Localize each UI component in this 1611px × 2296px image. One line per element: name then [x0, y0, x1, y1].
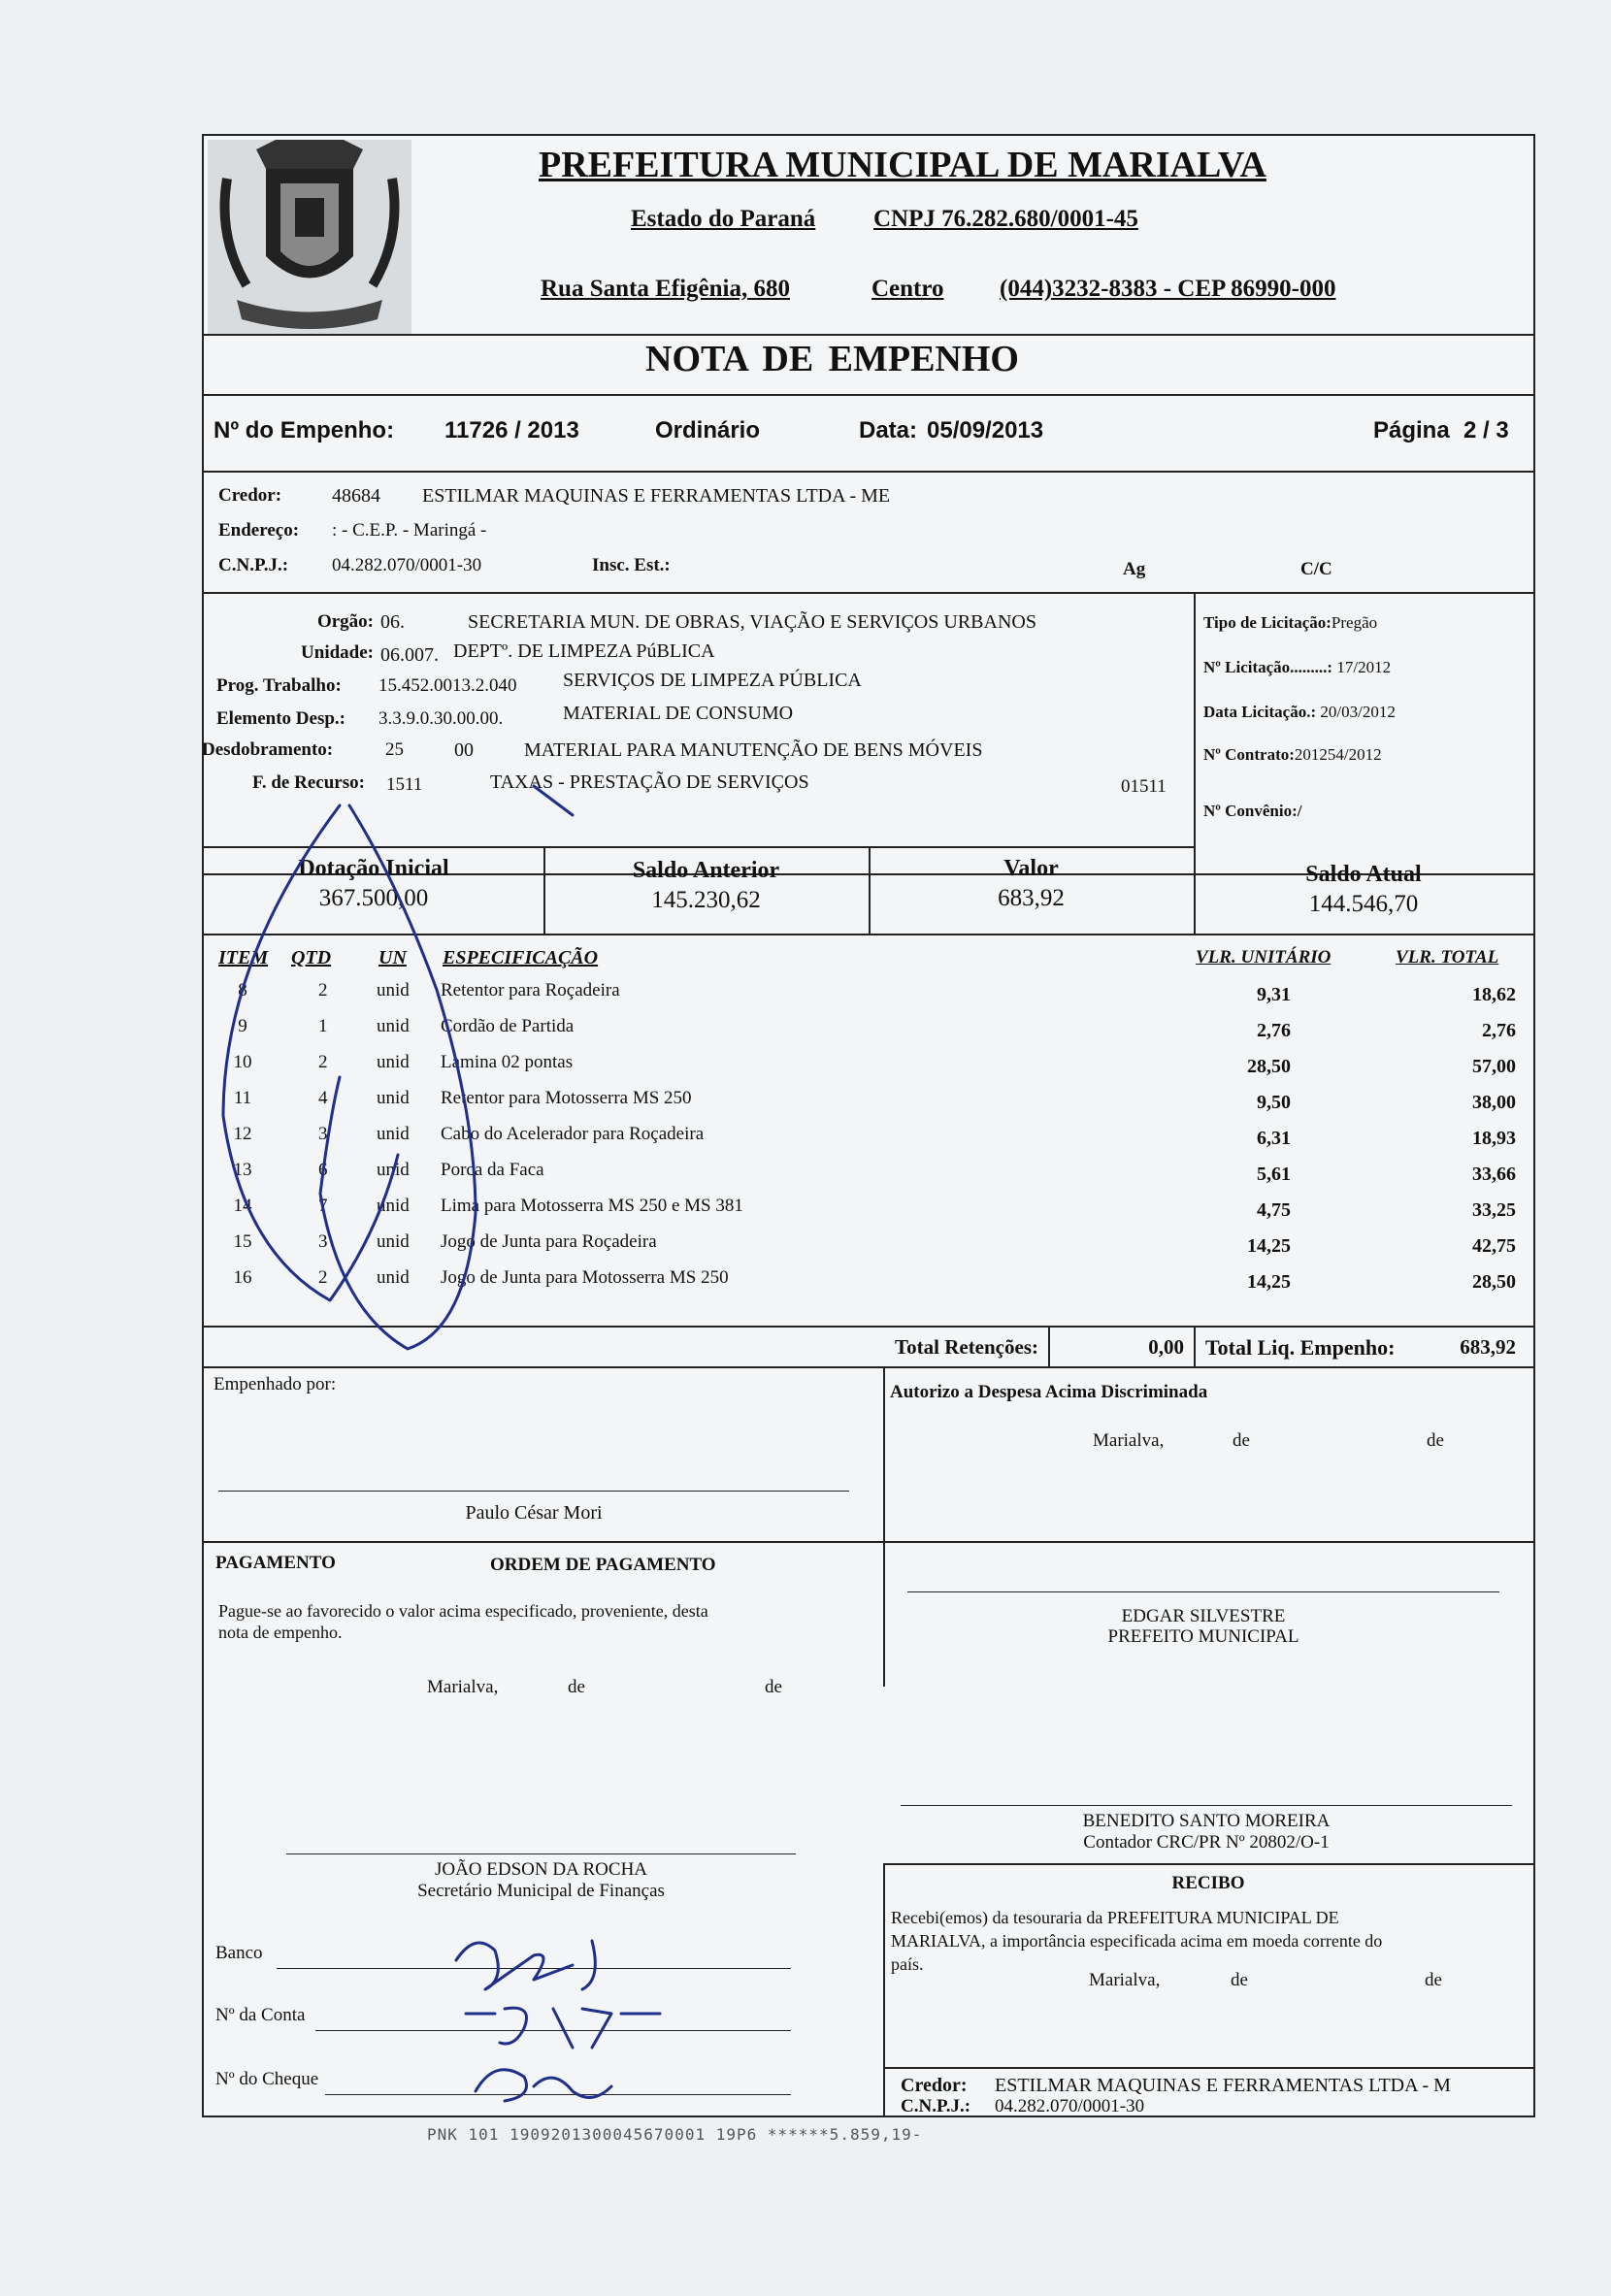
convenio-label: Nº Convênio:/	[1203, 802, 1302, 820]
empenho-number: 11726 / 2013	[444, 417, 579, 443]
credor-address: : - C.E.P. - Maringá -	[332, 520, 487, 541]
item-number: 12	[233, 1124, 252, 1144]
cnpj-label: C.N.P.J.:	[218, 555, 289, 575]
item-unit-price: 9,31	[1257, 984, 1291, 1005]
col-un: UN	[378, 947, 407, 968]
item-desc: Jogo de Junta para Motosserra MS 250	[441, 1267, 729, 1288]
contador-name: BENEDITO SANTO MOREIRA	[1082, 1811, 1331, 1831]
item-unit-price: 2,76	[1257, 1020, 1291, 1041]
credor-cnpj: 04.282.070/0001-30	[332, 555, 482, 575]
prefeito-name: EDGAR SILVESTRE	[1121, 1606, 1286, 1626]
empenhado-label: Empenhado por:	[214, 1374, 337, 1394]
contrato-label: Nº Contrato:201254/2012	[1203, 745, 1382, 764]
item-unit-price: 5,61	[1257, 1164, 1291, 1185]
recibo-text-1: Recebi(emos) da tesouraria da PREFEITURA MUNICIPAL DE	[891, 1908, 1339, 1927]
unidade-code: 06.007.	[380, 644, 439, 666]
item-un: unid	[377, 1088, 410, 1108]
item-number: 8	[238, 980, 247, 1000]
item-unit-price: 4,75	[1257, 1199, 1291, 1221]
prog-desc: SERVIÇOS DE LIMPEZA PÚBLICA	[563, 670, 862, 691]
elemento-desc: MATERIAL DE CONSUMO	[563, 703, 794, 724]
pagamento-de1: de	[568, 1677, 585, 1697]
item-desc: Cabo do Acelerador para Roçadeira	[441, 1124, 705, 1144]
insc-label: Insc. Est.:	[592, 555, 671, 575]
recibo-text-2: MARIALVA, a importância especificada acima em moeda corrente do	[891, 1931, 1383, 1951]
recurso-code2: 01511	[1121, 776, 1167, 797]
conta-label: Nº da Conta	[215, 2005, 306, 2025]
prog-code: 15.452.0013.2.040	[378, 675, 517, 696]
item-un: unid	[377, 1196, 410, 1216]
bank-stamp: PNK 101 1909201300045670001 19P6 ******5.859,19-	[427, 2125, 923, 2144]
credor-name: ESTILMAR MAQUINAS E FERRAMENTAS LTDA - ME	[422, 485, 891, 507]
prefeito-role: PREFEITO MUNICIPAL	[1107, 1626, 1299, 1647]
credor-code: 48684	[332, 485, 380, 507]
autorizo-de2: de	[1427, 1430, 1444, 1451]
item-desc: Lamina 02 pontas	[441, 1052, 574, 1072]
item-qtd: 2	[318, 980, 328, 1000]
item-qtd: 3	[318, 1124, 328, 1144]
item-qtd: 6	[318, 1160, 328, 1180]
elemento-label: Elemento Desp.:	[216, 708, 345, 729]
item-qtd: 2	[318, 1267, 328, 1288]
unidade-desc: DEPTº. DE LIMPEZA PúBLICA	[453, 640, 715, 662]
cc-label: C/C	[1300, 559, 1332, 579]
empenho-date-label: Data:	[859, 417, 918, 443]
desdobramento-code2: 00	[454, 739, 474, 761]
item-unit-price: 14,25	[1247, 1271, 1291, 1293]
tipo-licitacao-label: Tipo de Licitação:Pregão	[1203, 613, 1378, 632]
item-desc: Retentor para Motosserra MS 250	[441, 1088, 692, 1108]
item-qtd: 1	[318, 1016, 328, 1036]
elemento-code: 3.3.9.0.30.00.00.	[378, 708, 504, 729]
address-street: Rua Santa Efigênia, 680	[541, 276, 790, 302]
item-un: unid	[377, 1124, 410, 1144]
item-total: 18,93	[1472, 1128, 1516, 1149]
item-total: 42,75	[1472, 1235, 1516, 1257]
item-number: 9	[238, 1016, 247, 1036]
prefeitura-title: PREFEITURA MUNICIPAL DE MARIALVA	[539, 145, 1266, 185]
recibo-title: RECIBO	[1171, 1873, 1245, 1893]
item-desc: Cordão de Partida	[441, 1016, 575, 1036]
item-un: unid	[377, 1231, 410, 1252]
pagamento-label: PAGAMENTO	[215, 1553, 336, 1573]
item-total: 38,00	[1472, 1092, 1516, 1113]
desdobramento-desc: MATERIAL PARA MANUTENÇÃO DE BENS MÓVEIS	[524, 739, 983, 761]
valor-label: Valor	[1003, 856, 1059, 881]
unidade-label: Unidade:	[301, 642, 374, 663]
footer-cnpj-label: C.N.P.J.:	[901, 2096, 971, 2116]
liq-empenho-label: Total Liq. Empenho:	[1205, 1335, 1396, 1360]
recibo-de1: de	[1231, 1970, 1248, 1990]
cheque-label: Nº do Cheque	[215, 2069, 319, 2089]
item-unit-price: 14,25	[1247, 1235, 1291, 1257]
saldo-anterior-value: 145.230,62	[651, 887, 761, 913]
footer-cnpj: 04.282.070/0001-30	[995, 2096, 1145, 2116]
item-qtd: 4	[318, 1088, 328, 1108]
autorizo-de1: de	[1233, 1430, 1250, 1451]
autorizo-label: Autorizo a Despesa Acima Discriminada	[890, 1382, 1208, 1402]
empenho-date: 05/09/2013	[927, 417, 1044, 443]
item-unit-price: 28,50	[1247, 1056, 1291, 1077]
banco-label: Banco	[215, 1943, 263, 1963]
orgao-desc: SECRETARIA MUN. DE OBRAS, VIAÇÃO E SERVIÇOS URBANOS	[468, 611, 1036, 633]
municipal-coat-of-arms	[208, 140, 411, 334]
secretario-role: Secretário Municipal de Finanças	[417, 1881, 665, 1901]
saldo-atual-value: 144.546,70	[1308, 891, 1419, 917]
valor-value: 683,92	[998, 885, 1065, 911]
item-number: 16	[233, 1267, 252, 1288]
item-un: unid	[377, 1052, 410, 1072]
retencoes-label: Total Retenções:	[895, 1335, 1038, 1359]
retencoes-value: 0,00	[1148, 1335, 1184, 1359]
empenho-document	[202, 134, 1535, 2117]
footer-credor-label: Credor:	[901, 2075, 968, 2096]
saldo-anterior-label: Saldo Anterior	[632, 858, 780, 883]
recibo-place: Marialva,	[1089, 1970, 1161, 1990]
saldo-atual-label: Saldo Atual	[1305, 862, 1422, 887]
empenho-label: Nº do Empenho:	[214, 417, 395, 443]
desdobramento-label: Desdobramento:	[202, 739, 334, 760]
secretario-name: JOÃO EDSON DA ROCHA	[434, 1859, 648, 1880]
empenho-type: Ordinário	[655, 417, 761, 443]
recurso-label: F. de Recurso:	[252, 772, 365, 793]
item-total: 33,66	[1472, 1164, 1516, 1185]
item-un: unid	[377, 1160, 410, 1180]
item-number: 14	[233, 1196, 252, 1216]
address-label: Endereço:	[218, 520, 300, 541]
col-especificacao: ESPECIFICAÇÃO	[443, 947, 599, 968]
item-desc: Lima para Motosserra MS 250 e MS 381	[441, 1196, 743, 1216]
item-number: 11	[233, 1088, 252, 1108]
item-total: 33,25	[1472, 1199, 1516, 1221]
pagamento-text-1: Pague-se ao favorecido o valor acima especificado, proveniente, desta	[218, 1601, 708, 1621]
item-unit-price: 9,50	[1257, 1092, 1291, 1113]
item-total: 2,76	[1482, 1020, 1516, 1041]
item-qtd: 2	[318, 1052, 328, 1072]
col-vlr-total: VLR. TOTAL	[1396, 947, 1499, 968]
dotacao-value: 367.500,00	[318, 885, 429, 911]
pagamento-place: Marialva,	[427, 1677, 499, 1697]
item-qtd: 3	[318, 1231, 328, 1252]
orgao-label: Orgão:	[316, 611, 374, 632]
recibo-de2: de	[1425, 1970, 1442, 1990]
page-label: Página	[1373, 417, 1450, 443]
pagamento-de2: de	[765, 1677, 782, 1697]
item-un: unid	[377, 980, 410, 1000]
liq-empenho-value: 683,92	[1460, 1335, 1516, 1359]
num-licitacao-label: Nº Licitação.........: 17/2012	[1203, 658, 1392, 676]
handwritten-signature	[243, 1921, 786, 2125]
item-total: 57,00	[1472, 1056, 1516, 1077]
state-name: Estado do Paraná	[631, 206, 816, 232]
col-item: ITEM	[218, 947, 269, 968]
prefeitura-cnpj: CNPJ 76.282.680/0001-45	[873, 206, 1138, 232]
recurso-desc: TAXAS - PRESTAÇÃO DE SERVIÇOS	[490, 771, 809, 793]
item-total: 18,62	[1472, 984, 1516, 1005]
recibo-text-3: país.	[891, 1954, 924, 1974]
item-number: 10	[233, 1052, 252, 1072]
pagamento-text-2: nota de empenho.	[218, 1623, 343, 1642]
address-district: Centro	[871, 276, 944, 302]
empenhado-name: Paulo César Mori	[465, 1502, 603, 1524]
pen-annotation-lines	[184, 708, 670, 1388]
item-total: 28,50	[1472, 1271, 1516, 1293]
item-un: unid	[377, 1016, 410, 1036]
item-desc: Jogo de Junta para Roçadeira	[441, 1231, 657, 1252]
col-vlr-unitario: VLR. UNITÁRIO	[1196, 947, 1332, 968]
footer-credor-name: ESTILMAR MAQUINAS E FERRAMENTAS LTDA - M	[995, 2075, 1451, 2096]
orgao-code: 06.	[380, 611, 405, 633]
item-unit-price: 6,31	[1257, 1128, 1291, 1149]
contador-role: Contador CRC/PR Nº 20802/O-1	[1083, 1832, 1330, 1853]
autorizo-place: Marialva,	[1093, 1430, 1165, 1451]
recurso-code: 1511	[386, 774, 423, 795]
prog-label: Prog. Trabalho:	[216, 675, 342, 696]
item-number: 15	[233, 1231, 252, 1252]
data-licitacao-label: Data Licitação.: 20/03/2012	[1203, 703, 1396, 721]
item-number: 13	[233, 1160, 252, 1180]
item-un: unid	[377, 1267, 410, 1288]
col-qtd: QTD	[291, 947, 332, 968]
dotacao-label: Dotação Inicial	[298, 856, 449, 881]
item-desc: Retentor para Roçadeira	[441, 980, 620, 1000]
document-title: NOTA DE EMPENHO	[645, 339, 1019, 379]
ag-label: Ag	[1123, 559, 1146, 579]
address-phone-cep: (044)3232-8383 - CEP 86990-000	[1000, 276, 1336, 302]
credor-label: Credor:	[218, 485, 282, 506]
desdobramento-code: 25	[385, 739, 404, 760]
ordem-pagamento-label: ORDEM DE PAGAMENTO	[490, 1555, 716, 1575]
item-desc: Porca da Faca	[441, 1160, 544, 1180]
page-number: 2 / 3	[1463, 417, 1509, 443]
item-qtd: 7	[318, 1196, 328, 1216]
